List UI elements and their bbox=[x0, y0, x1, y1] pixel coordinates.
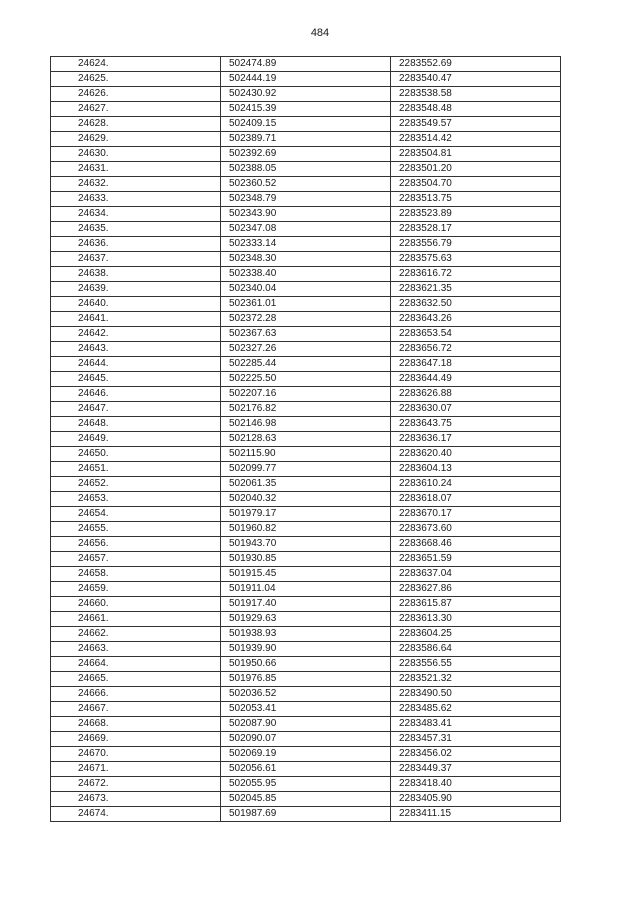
point-number-cell: 24668. bbox=[51, 717, 221, 732]
x-coordinate-cell: 502099.77 bbox=[221, 462, 391, 477]
y-coordinate-cell: 2283504.70 bbox=[391, 177, 561, 192]
y-coordinate-cell: 2283653.54 bbox=[391, 327, 561, 342]
y-coordinate-cell: 2283521.32 bbox=[391, 672, 561, 687]
table-row bbox=[51, 267, 561, 282]
x-coordinate-cell: 502036.52 bbox=[221, 687, 391, 702]
y-coordinate-cell: 2283411.15 bbox=[391, 807, 561, 822]
table-row bbox=[51, 327, 561, 342]
x-coordinate-cell: 501976.85 bbox=[221, 672, 391, 687]
table-row bbox=[51, 162, 561, 177]
table-row bbox=[51, 357, 561, 372]
point-number-cell: 24673. bbox=[51, 792, 221, 807]
point-number-cell: 24642. bbox=[51, 327, 221, 342]
y-coordinate-cell: 2283636.17 bbox=[391, 432, 561, 447]
table-row bbox=[51, 372, 561, 387]
y-coordinate-cell: 2283604.13 bbox=[391, 462, 561, 477]
table-body bbox=[51, 57, 561, 822]
x-coordinate-cell: 502392.69 bbox=[221, 147, 391, 162]
x-coordinate-cell: 501979.17 bbox=[221, 507, 391, 522]
y-coordinate-cell: 2283549.57 bbox=[391, 117, 561, 132]
x-coordinate-cell: 502128.63 bbox=[221, 432, 391, 447]
table-row bbox=[51, 207, 561, 222]
point-number-cell: 24664. bbox=[51, 657, 221, 672]
x-coordinate-cell: 502040.32 bbox=[221, 492, 391, 507]
y-coordinate-cell: 2283618.07 bbox=[391, 492, 561, 507]
point-number-cell: 24662. bbox=[51, 627, 221, 642]
table-row bbox=[51, 237, 561, 252]
point-number-cell: 24630. bbox=[51, 147, 221, 162]
y-coordinate-cell: 2283485.62 bbox=[391, 702, 561, 717]
x-coordinate-cell: 502415.39 bbox=[221, 102, 391, 117]
point-number-cell: 24626. bbox=[51, 87, 221, 102]
x-coordinate-cell: 502444.19 bbox=[221, 72, 391, 87]
table-row bbox=[51, 342, 561, 357]
y-coordinate-cell: 2283405.90 bbox=[391, 792, 561, 807]
table-row bbox=[51, 492, 561, 507]
point-number-cell: 24665. bbox=[51, 672, 221, 687]
x-coordinate-cell: 502348.79 bbox=[221, 192, 391, 207]
point-number-cell: 24648. bbox=[51, 417, 221, 432]
y-coordinate-cell: 2283552.69 bbox=[391, 57, 561, 72]
x-coordinate-cell: 502045.85 bbox=[221, 792, 391, 807]
table-row bbox=[51, 567, 561, 582]
x-coordinate-cell: 502343.90 bbox=[221, 207, 391, 222]
x-coordinate-cell: 502055.95 bbox=[221, 777, 391, 792]
table-row bbox=[51, 792, 561, 807]
point-number-cell: 24641. bbox=[51, 312, 221, 327]
y-coordinate-cell: 2283490.50 bbox=[391, 687, 561, 702]
coordinate-table bbox=[50, 56, 561, 822]
point-number-cell: 24672. bbox=[51, 777, 221, 792]
table-row bbox=[51, 447, 561, 462]
point-number-cell: 24647. bbox=[51, 402, 221, 417]
y-coordinate-cell: 2283456.02 bbox=[391, 747, 561, 762]
table-row bbox=[51, 747, 561, 762]
x-coordinate-cell: 501915.45 bbox=[221, 567, 391, 582]
point-number-cell: 24638. bbox=[51, 267, 221, 282]
point-number-cell: 24629. bbox=[51, 132, 221, 147]
x-coordinate-cell: 502372.28 bbox=[221, 312, 391, 327]
table-row bbox=[51, 177, 561, 192]
x-coordinate-cell: 502430.92 bbox=[221, 87, 391, 102]
y-coordinate-cell: 2283630.07 bbox=[391, 402, 561, 417]
table-row bbox=[51, 807, 561, 822]
x-coordinate-cell: 502056.61 bbox=[221, 762, 391, 777]
y-coordinate-cell: 2283620.40 bbox=[391, 447, 561, 462]
y-coordinate-cell: 2283548.48 bbox=[391, 102, 561, 117]
x-coordinate-cell: 501939.90 bbox=[221, 642, 391, 657]
x-coordinate-cell: 502225.50 bbox=[221, 372, 391, 387]
x-coordinate-cell: 502347.08 bbox=[221, 222, 391, 237]
table-row bbox=[51, 732, 561, 747]
page-number: 484 bbox=[310, 27, 330, 39]
x-coordinate-cell: 502061.35 bbox=[221, 477, 391, 492]
y-coordinate-cell: 2283668.46 bbox=[391, 537, 561, 552]
x-coordinate-cell: 501930.85 bbox=[221, 552, 391, 567]
table-row bbox=[51, 507, 561, 522]
y-coordinate-cell: 2283673.60 bbox=[391, 522, 561, 537]
y-coordinate-cell: 2283644.49 bbox=[391, 372, 561, 387]
point-number-cell: 24635. bbox=[51, 222, 221, 237]
point-number-cell: 24633. bbox=[51, 192, 221, 207]
x-coordinate-cell: 502361.01 bbox=[221, 297, 391, 312]
table-row bbox=[51, 687, 561, 702]
x-coordinate-cell: 502367.63 bbox=[221, 327, 391, 342]
x-coordinate-cell: 502340.04 bbox=[221, 282, 391, 297]
y-coordinate-cell: 2283540.47 bbox=[391, 72, 561, 87]
table-row bbox=[51, 87, 561, 102]
point-number-cell: 24634. bbox=[51, 207, 221, 222]
y-coordinate-cell: 2283610.24 bbox=[391, 477, 561, 492]
x-coordinate-cell: 502115.90 bbox=[221, 447, 391, 462]
point-number-cell: 24652. bbox=[51, 477, 221, 492]
table-row bbox=[51, 777, 561, 792]
point-number-cell: 24660. bbox=[51, 597, 221, 612]
x-coordinate-cell: 502053.41 bbox=[221, 702, 391, 717]
point-number-cell: 24645. bbox=[51, 372, 221, 387]
table-row bbox=[51, 462, 561, 477]
point-number-cell: 24636. bbox=[51, 237, 221, 252]
point-number-cell: 24631. bbox=[51, 162, 221, 177]
table-row bbox=[51, 627, 561, 642]
y-coordinate-cell: 2283504.81 bbox=[391, 147, 561, 162]
x-coordinate-cell: 502327.26 bbox=[221, 342, 391, 357]
table-row bbox=[51, 537, 561, 552]
y-coordinate-cell: 2283523.89 bbox=[391, 207, 561, 222]
x-coordinate-cell: 501917.40 bbox=[221, 597, 391, 612]
x-coordinate-cell: 502333.14 bbox=[221, 237, 391, 252]
y-coordinate-cell: 2283613.30 bbox=[391, 612, 561, 627]
x-coordinate-cell: 502087.90 bbox=[221, 717, 391, 732]
point-number-cell: 24632. bbox=[51, 177, 221, 192]
table-row bbox=[51, 57, 561, 72]
y-coordinate-cell: 2283615.87 bbox=[391, 597, 561, 612]
point-number-cell: 24667. bbox=[51, 702, 221, 717]
point-number-cell: 24661. bbox=[51, 612, 221, 627]
point-number-cell: 24651. bbox=[51, 462, 221, 477]
y-coordinate-cell: 2283616.72 bbox=[391, 267, 561, 282]
y-coordinate-cell: 2283501.20 bbox=[391, 162, 561, 177]
point-number-cell: 24653. bbox=[51, 492, 221, 507]
y-coordinate-cell: 2283643.26 bbox=[391, 312, 561, 327]
point-number-cell: 24646. bbox=[51, 387, 221, 402]
point-number-cell: 24644. bbox=[51, 357, 221, 372]
point-number-cell: 24639. bbox=[51, 282, 221, 297]
x-coordinate-cell: 502348.30 bbox=[221, 252, 391, 267]
table-row bbox=[51, 402, 561, 417]
point-number-cell: 24627. bbox=[51, 102, 221, 117]
table-row bbox=[51, 387, 561, 402]
point-number-cell: 24658. bbox=[51, 567, 221, 582]
table-row bbox=[51, 117, 561, 132]
x-coordinate-cell: 501929.63 bbox=[221, 612, 391, 627]
point-number-cell: 24624. bbox=[51, 57, 221, 72]
y-coordinate-cell: 2283528.17 bbox=[391, 222, 561, 237]
table-row bbox=[51, 552, 561, 567]
x-coordinate-cell: 502285.44 bbox=[221, 357, 391, 372]
x-coordinate-cell: 501911.04 bbox=[221, 582, 391, 597]
y-coordinate-cell: 2283656.72 bbox=[391, 342, 561, 357]
point-number-cell: 24666. bbox=[51, 687, 221, 702]
x-coordinate-cell: 502409.15 bbox=[221, 117, 391, 132]
x-coordinate-cell: 502146.98 bbox=[221, 417, 391, 432]
y-coordinate-cell: 2283643.75 bbox=[391, 417, 561, 432]
table-row bbox=[51, 597, 561, 612]
table-row bbox=[51, 717, 561, 732]
x-coordinate-cell: 501960.82 bbox=[221, 522, 391, 537]
y-coordinate-cell: 2283621.35 bbox=[391, 282, 561, 297]
point-number-cell: 24674. bbox=[51, 807, 221, 822]
table-row bbox=[51, 72, 561, 87]
point-number-cell: 24656. bbox=[51, 537, 221, 552]
point-number-cell: 24670. bbox=[51, 747, 221, 762]
x-coordinate-cell: 501943.70 bbox=[221, 537, 391, 552]
y-coordinate-cell: 2283556.55 bbox=[391, 657, 561, 672]
y-coordinate-cell: 2283586.64 bbox=[391, 642, 561, 657]
x-coordinate-cell: 502207.16 bbox=[221, 387, 391, 402]
y-coordinate-cell: 2283647.18 bbox=[391, 357, 561, 372]
y-coordinate-cell: 2283627.86 bbox=[391, 582, 561, 597]
table-row bbox=[51, 297, 561, 312]
x-coordinate-cell: 502360.52 bbox=[221, 177, 391, 192]
table-row bbox=[51, 102, 561, 117]
table-row bbox=[51, 762, 561, 777]
x-coordinate-cell: 502389.71 bbox=[221, 132, 391, 147]
x-coordinate-cell: 502388.05 bbox=[221, 162, 391, 177]
table-row bbox=[51, 702, 561, 717]
y-coordinate-cell: 2283556.79 bbox=[391, 237, 561, 252]
point-number-cell: 24643. bbox=[51, 342, 221, 357]
table-row bbox=[51, 312, 561, 327]
x-coordinate-cell: 501950.66 bbox=[221, 657, 391, 672]
y-coordinate-cell: 2283632.50 bbox=[391, 297, 561, 312]
point-number-cell: 24657. bbox=[51, 552, 221, 567]
point-number-cell: 24663. bbox=[51, 642, 221, 657]
x-coordinate-cell: 502090.07 bbox=[221, 732, 391, 747]
point-number-cell: 24628. bbox=[51, 117, 221, 132]
point-number-cell: 24637. bbox=[51, 252, 221, 267]
table-row bbox=[51, 147, 561, 162]
x-coordinate-cell: 502338.40 bbox=[221, 267, 391, 282]
y-coordinate-cell: 2283457.31 bbox=[391, 732, 561, 747]
point-number-cell: 24654. bbox=[51, 507, 221, 522]
y-coordinate-cell: 2283626.88 bbox=[391, 387, 561, 402]
table-row bbox=[51, 657, 561, 672]
y-coordinate-cell: 2283670.17 bbox=[391, 507, 561, 522]
point-number-cell: 24655. bbox=[51, 522, 221, 537]
y-coordinate-cell: 2283514.42 bbox=[391, 132, 561, 147]
point-number-cell: 24659. bbox=[51, 582, 221, 597]
table-row bbox=[51, 522, 561, 537]
table-row bbox=[51, 612, 561, 627]
table-row bbox=[51, 672, 561, 687]
table-row bbox=[51, 222, 561, 237]
y-coordinate-cell: 2283538.58 bbox=[391, 87, 561, 102]
x-coordinate-cell: 502474.89 bbox=[221, 57, 391, 72]
point-number-cell: 24649. bbox=[51, 432, 221, 447]
point-number-cell: 24625. bbox=[51, 72, 221, 87]
table-row bbox=[51, 477, 561, 492]
table-row bbox=[51, 132, 561, 147]
point-number-cell: 24669. bbox=[51, 732, 221, 747]
x-coordinate-cell: 502069.19 bbox=[221, 747, 391, 762]
table-row bbox=[51, 192, 561, 207]
table-row bbox=[51, 282, 561, 297]
table-row bbox=[51, 417, 561, 432]
x-coordinate-cell: 501987.69 bbox=[221, 807, 391, 822]
x-coordinate-cell: 501938.93 bbox=[221, 627, 391, 642]
y-coordinate-cell: 2283637.04 bbox=[391, 567, 561, 582]
y-coordinate-cell: 2283449.37 bbox=[391, 762, 561, 777]
table-row bbox=[51, 432, 561, 447]
x-coordinate-cell: 502176.82 bbox=[221, 402, 391, 417]
y-coordinate-cell: 2283575.63 bbox=[391, 252, 561, 267]
y-coordinate-cell: 2283418.40 bbox=[391, 777, 561, 792]
table-row bbox=[51, 582, 561, 597]
table-row bbox=[51, 642, 561, 657]
y-coordinate-cell: 2283604.25 bbox=[391, 627, 561, 642]
table-row bbox=[51, 252, 561, 267]
point-number-cell: 24671. bbox=[51, 762, 221, 777]
y-coordinate-cell: 2283483.41 bbox=[391, 717, 561, 732]
point-number-cell: 24650. bbox=[51, 447, 221, 462]
y-coordinate-cell: 2283513.75 bbox=[391, 192, 561, 207]
y-coordinate-cell: 2283651.59 bbox=[391, 552, 561, 567]
point-number-cell: 24640. bbox=[51, 297, 221, 312]
